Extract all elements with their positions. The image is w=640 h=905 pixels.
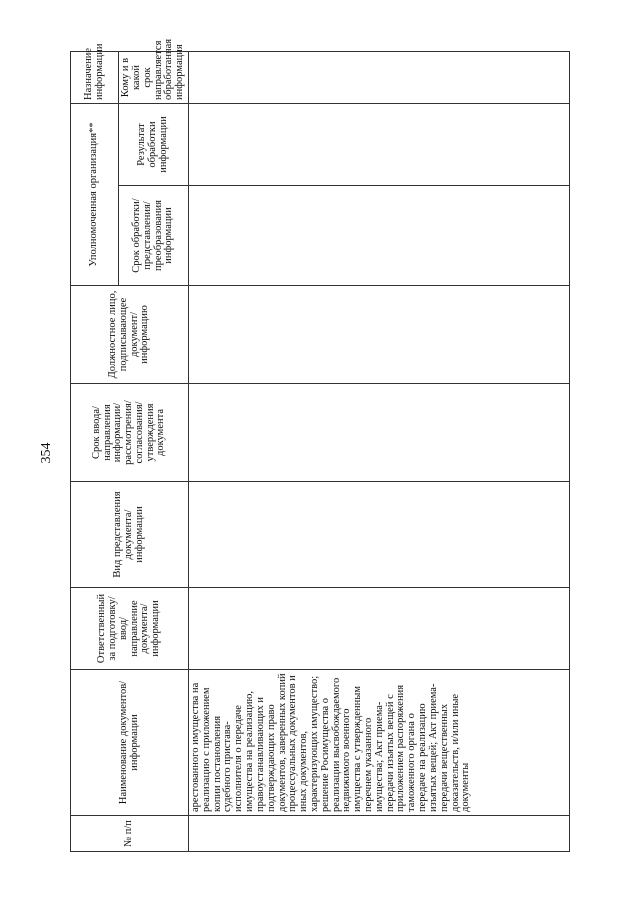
rotated-page-content bbox=[70, 38, 570, 852]
cell-deadline bbox=[189, 384, 570, 482]
header-authorized-organization: Уполномоченная организация** bbox=[71, 104, 119, 286]
header-to-whom: Кому и в какой срок направляется обработанная информация bbox=[119, 52, 189, 104]
cell-processing-result bbox=[189, 104, 570, 186]
header-official: Должностное лицо, подписывающее документ/ информацию bbox=[71, 286, 189, 384]
cell-document-name: арестованного имущества на реализацию с приложением копии постановления судебного пристава-исполнителя о передаче имущества на реализацию, правоустанавливающих и подтверждающих право документов, заверенных копий процессуальных документов и иных документов, характеризующих имущество; решение Росимущества о реализации высвобождаемого недвижимого военного имущества с утвержденным перечнем указанного имущества; Акт приема-передачи изъятых вещей с приложением распоряжения таможенного органа о передаче на реализацию изъятых вещей; Акт приема-передачи вещественных доказательств, и/или иные документы bbox=[189, 670, 570, 816]
header-purpose: Назначение информации bbox=[71, 52, 119, 104]
header-responsible: Ответственный за подготовку/ ввод/ направление документа/ информации bbox=[71, 588, 189, 670]
page-number: 354 bbox=[39, 442, 54, 464]
cell-processing-term bbox=[189, 186, 570, 286]
cell-num bbox=[189, 816, 570, 852]
header-processing-result: Результат обработки информации bbox=[119, 104, 189, 186]
header-form: Вид представления документа/ информации bbox=[71, 482, 189, 588]
header-processing-term: Срок обработки/ представления/ преобразования информации bbox=[119, 186, 189, 286]
cell-responsible bbox=[189, 588, 570, 670]
cell-form bbox=[189, 482, 570, 588]
document-table bbox=[70, 38, 570, 852]
header-deadline: Срок ввода/ направления информации/ рассмотрения/ согласования/ утверждения документа bbox=[71, 384, 189, 482]
cell-official bbox=[189, 286, 570, 384]
cell-to-whom bbox=[189, 52, 570, 104]
header-num: № п/п bbox=[71, 816, 189, 852]
header-name: Наименование документов/информации bbox=[71, 670, 189, 816]
